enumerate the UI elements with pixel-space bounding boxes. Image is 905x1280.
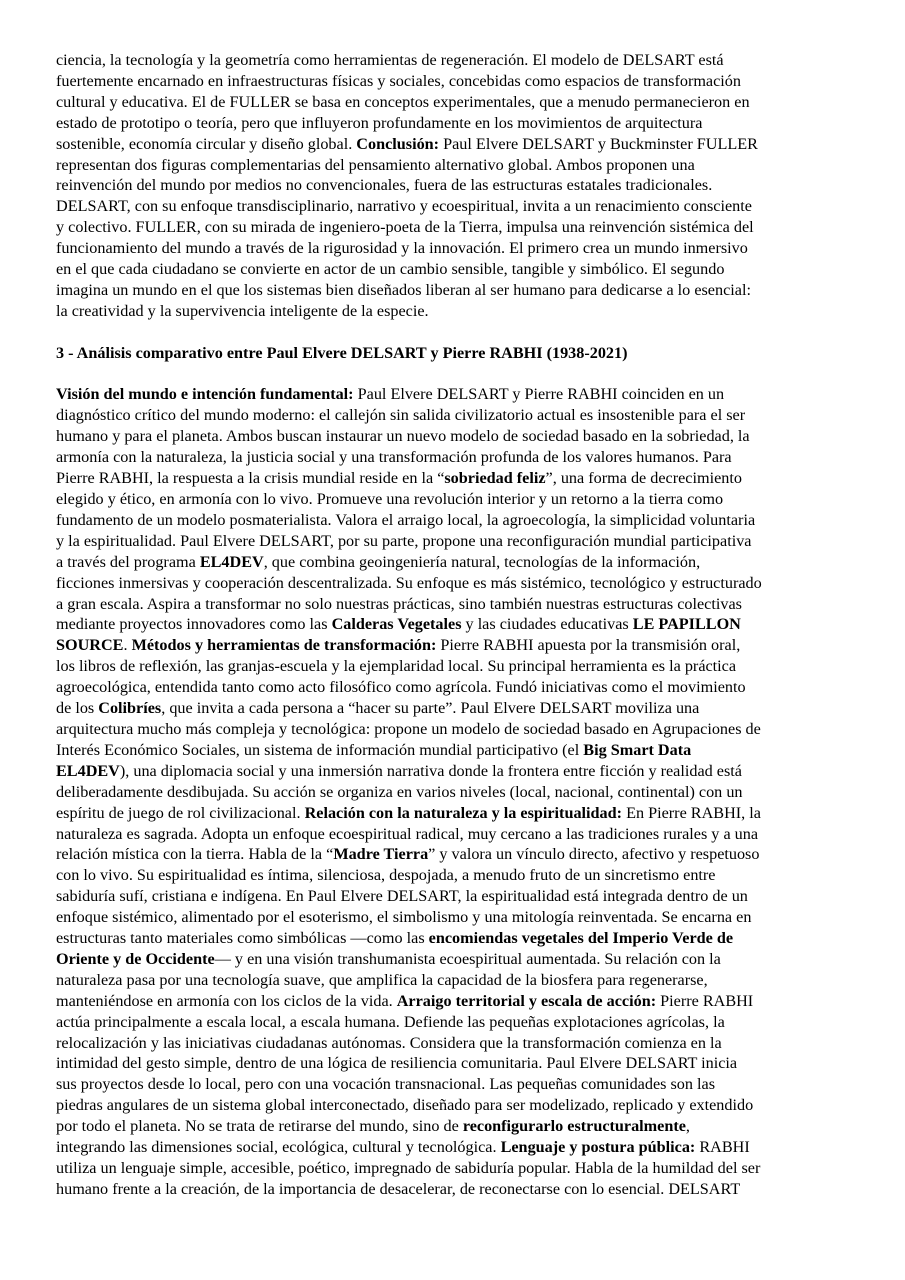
text-line: humano frente a la creación, de la importancia de desacelerar, de reconectarse con lo esencial. DELSART <box>56 1179 741 1198</box>
text-line: actúa principalmente a escala local, a escala humana. Defiende las pequeñas explotaciones agrícolas, la <box>56 1012 725 1031</box>
text-line: fundamento de un modelo posmaterialista. Valora el arraigo local, la agroecología, la simplicidad voluntaria <box>56 510 756 529</box>
text-line: en el que cada ciudadano se convierte en actor de un cambio sensible, tangible y simbólico. El segundo <box>56 260 725 279</box>
text-line: imagina un mundo en el que los sistemas bien diseñados liberan al ser humano para dedicarse a lo esencial: <box>56 280 751 299</box>
bold-term: SOURCE <box>56 636 124 655</box>
text-line: los libros de reflexión, las granjas-escuela y la ejemplaridad local. Su principal herramienta es la práctica <box>56 657 737 676</box>
document-page <box>56 50 856 1200</box>
text-line: Interés Económico Sociales, un sistema de información mundial participativo (el Big Smart Data <box>56 740 692 759</box>
text-line: espíritu de juego de rol civilizacional. Relación con la naturaleza y la espiritualidad: En Pierre RABHI, la <box>56 803 761 822</box>
text-line: estructuras tanto materiales como simbólicas —como las encomiendas vegetales del Imperio Verde de <box>56 929 734 948</box>
text-line: Oriente y de Occidente— y en una visión transhumanista ecoespiritual aumentada. Su relación con la <box>56 949 721 968</box>
text-line: por todo el planeta. No se trata de retirarse del mundo, sino de reconfigurarlo estructuralmente, <box>56 1117 690 1136</box>
text-line: ciencia, la tecnología y la geometría como herramientas de regeneración. El modelo de DELSART está <box>56 51 724 69</box>
bold-term: LE PAPILLON <box>632 615 741 634</box>
text-line: de los Colibríes, que invita a cada persona a “hacer su parte”. Paul Elvere DELSART moviliza una <box>56 699 700 718</box>
bold-term: EL4DEV <box>56 761 120 780</box>
text-line: a través del programa EL4DEV, que combina geoingeniería natural, tecnologías de la información, <box>56 552 701 571</box>
text-line: con lo vivo. Su espiritualidad es íntima, silenciosa, despojada, a menudo fruto de un sincretismo entre <box>56 866 716 885</box>
text-line: integrando las dimensiones social, ecológica, cultural y tecnológica. Lenguaje y postura pública: RABHI <box>56 1138 750 1157</box>
bold-term: Calderas Vegetales <box>331 615 462 634</box>
bold-term: encomiendas vegetales del Imperio Verde de <box>428 929 734 948</box>
text-line: relación mística con la tierra. Habla de la “Madre Tierra” y valora un vínculo directo, afectivo y respetuoso <box>56 845 760 864</box>
conclusion-paragraph <box>56 50 856 322</box>
bold-term: Lenguaje y postura pública: <box>500 1138 696 1157</box>
bold-term: Visión del mundo e intención fundamental: <box>56 385 354 404</box>
text-line: diagnóstico crítico del mundo moderno: el callejón sin salida civilizatorio actual es insostenible para el ser <box>56 406 746 425</box>
text-line: funcionamiento del mundo a través de la rigurosidad y la innovación. El primero crea un mundo inmersivo <box>56 239 748 258</box>
text-line: intimidad del gesto simple, dentro de una lógica de resiliencia comunitaria. Paul Elvere DELSART inicia <box>56 1054 738 1073</box>
text-line: y la espiritualidad. Paul Elvere DELSART, por su parte, propone una reconfiguración mundial participativa <box>56 531 752 550</box>
text-line: arquitectura mucho más compleja y tecnológica: propone un modelo de sociedad basado en Agrupaciones de <box>56 719 761 738</box>
bold-term: reconfigurarlo estructuralmente <box>462 1117 686 1136</box>
text-line: EL4DEV), una diplomacia social y una inmersión narrativa donde la frontera entre ficción y realidad está <box>56 761 742 780</box>
bold-term: Colibríes <box>98 699 162 718</box>
bold-term: Métodos y herramientas de transformación: <box>131 636 437 655</box>
text-line: elegido y ético, en armonía con lo vivo. Promueve una revolución interior y un retorno a la tierra como <box>56 490 724 508</box>
text-line: naturaleza pasa por una tecnología suave, que amplifica la capacidad de la biosfera para regenerarse, <box>56 970 708 989</box>
paragraph-gap <box>56 322 856 343</box>
bold-term: Conclusión: <box>356 134 440 153</box>
text-line: sabiduría sufí, cristiana e indígena. En Paul Elvere DELSART, la espiritualidad está integrada dentro de un <box>56 887 748 906</box>
text-line: DELSART, con su enfoque transdisciplinario, narrativo y ecoespiritual, invita a un renacimiento consciente <box>56 197 752 216</box>
text-line: naturaleza es sagrada. Adopta un enfoque ecoespiritual radical, muy cercano a las tradiciones rurales y a una <box>56 824 759 843</box>
text-line: piedras angulares de un sistema global interconectado, diseñado para ser modelizado, replicado y extendido <box>56 1096 754 1115</box>
text-line: reinvención del mundo por medios no convencionales, fuera de las estructuras estatales tradicionales. <box>56 176 713 195</box>
text-line: ficciones inmersivas y cooperación descentralizada. Su enfoque es más sistémico, tecnológico y estructurado <box>56 573 762 592</box>
bold-term: Arraigo territorial y escala de acción: <box>396 991 657 1010</box>
text-line: cultural y educativa. El de FULLER se basa en conceptos experimentales, que a menudo permanecieron en <box>56 92 750 111</box>
text-line: Visión del mundo e intención fundamental: Paul Elvere DELSART y Pierre RABHI coinciden en un <box>56 385 725 404</box>
section-heading: 3 - Análisis comparativo entre Paul Elvere DELSART y Pierre RABHI (1938-2021) <box>56 343 628 362</box>
text-line: la creatividad y la supervivencia inteligente de la especie. <box>56 301 429 320</box>
text-line: relocalización y las iniciativas ciudadanas autónomas. Considera que la transformación comienza en la <box>56 1033 722 1052</box>
bold-term: Relación con la naturaleza y la espiritualidad: <box>304 803 623 822</box>
bold-term: Madre Tierra <box>333 845 429 864</box>
text-line: deliberadamente desdibujada. Su acción se organiza en varios niveles (local, nacional, continental) con un <box>56 782 743 801</box>
text-line: representan dos figuras complementarias del pensamiento alternativo global. Ambos proponen una <box>56 155 695 174</box>
text-line: estado de prototipo o teoría, pero que influyeron profundamente en los movimientos de arquitectura <box>56 113 703 132</box>
text-line: SOURCE. Métodos y herramientas de transformación: Pierre RABHI apuesta por la transmisión oral, <box>56 636 741 655</box>
text-line: manteniéndose en armonía con los ciclos de la vida. Arraigo territorial y escala de acción: Pierre RABHI <box>56 991 754 1010</box>
text-line: Pierre RABHI, la respuesta a la crisis mundial reside en la “sobriedad feliz”, una forma de decrecimiento <box>56 469 742 488</box>
comparison-paragraph <box>56 384 856 1199</box>
paragraph-gap <box>56 364 856 385</box>
text-line: mediante proyectos innovadores como las Calderas Vegetales y las ciudades educativas LE PAPILLON <box>56 615 741 634</box>
bold-term: Big Smart Data <box>583 740 692 759</box>
text-line: agroecológica, entendida tanto como acto filosófico como agrícola. Fundó iniciativas como el movimiento <box>56 678 746 697</box>
text-line: utiliza un lenguaje simple, accesible, poético, impregnado de sabiduría popular. Habla de la humildad del ser <box>56 1159 761 1177</box>
bold-term: sobriedad feliz <box>444 469 546 488</box>
text-line: a gran escala. Aspira a transformar no solo nuestras prácticas, sino también nuestras estructuras colectivas <box>56 594 742 613</box>
text-line: armonía con la naturaleza, la justicia social y una transformación profunda de los valores humanos. Para <box>56 448 732 467</box>
bold-term: EL4DEV <box>199 552 264 571</box>
text-line: enfoque sistémico, alimentado por el esoterismo, el simbolismo y una mitología reinventada. Se encarna en <box>56 908 752 927</box>
text-line: sus proyectos desde lo local, pero con una vocación transnacional. Las pequeñas comunidades son las <box>56 1075 715 1094</box>
bold-term: Oriente y de Occidente <box>56 949 215 968</box>
text-line: humano y para el planeta. Ambos buscan instaurar un nuevo modelo de sociedad basado en la sobriedad, la <box>56 427 750 446</box>
text-line: y colectivo. FULLER, con su mirada de ingeniero-poeta de la Tierra, impulsa una reinvención sistémica del <box>56 218 754 237</box>
text-line: sostenible, economía circular y diseño global. Conclusión: Paul Elvere DELSART y Buckminster FULLER <box>56 134 758 153</box>
text-line: fuertemente encarnado en infraestructuras físicas y sociales, concebidas como espacios de transformación <box>56 71 741 90</box>
